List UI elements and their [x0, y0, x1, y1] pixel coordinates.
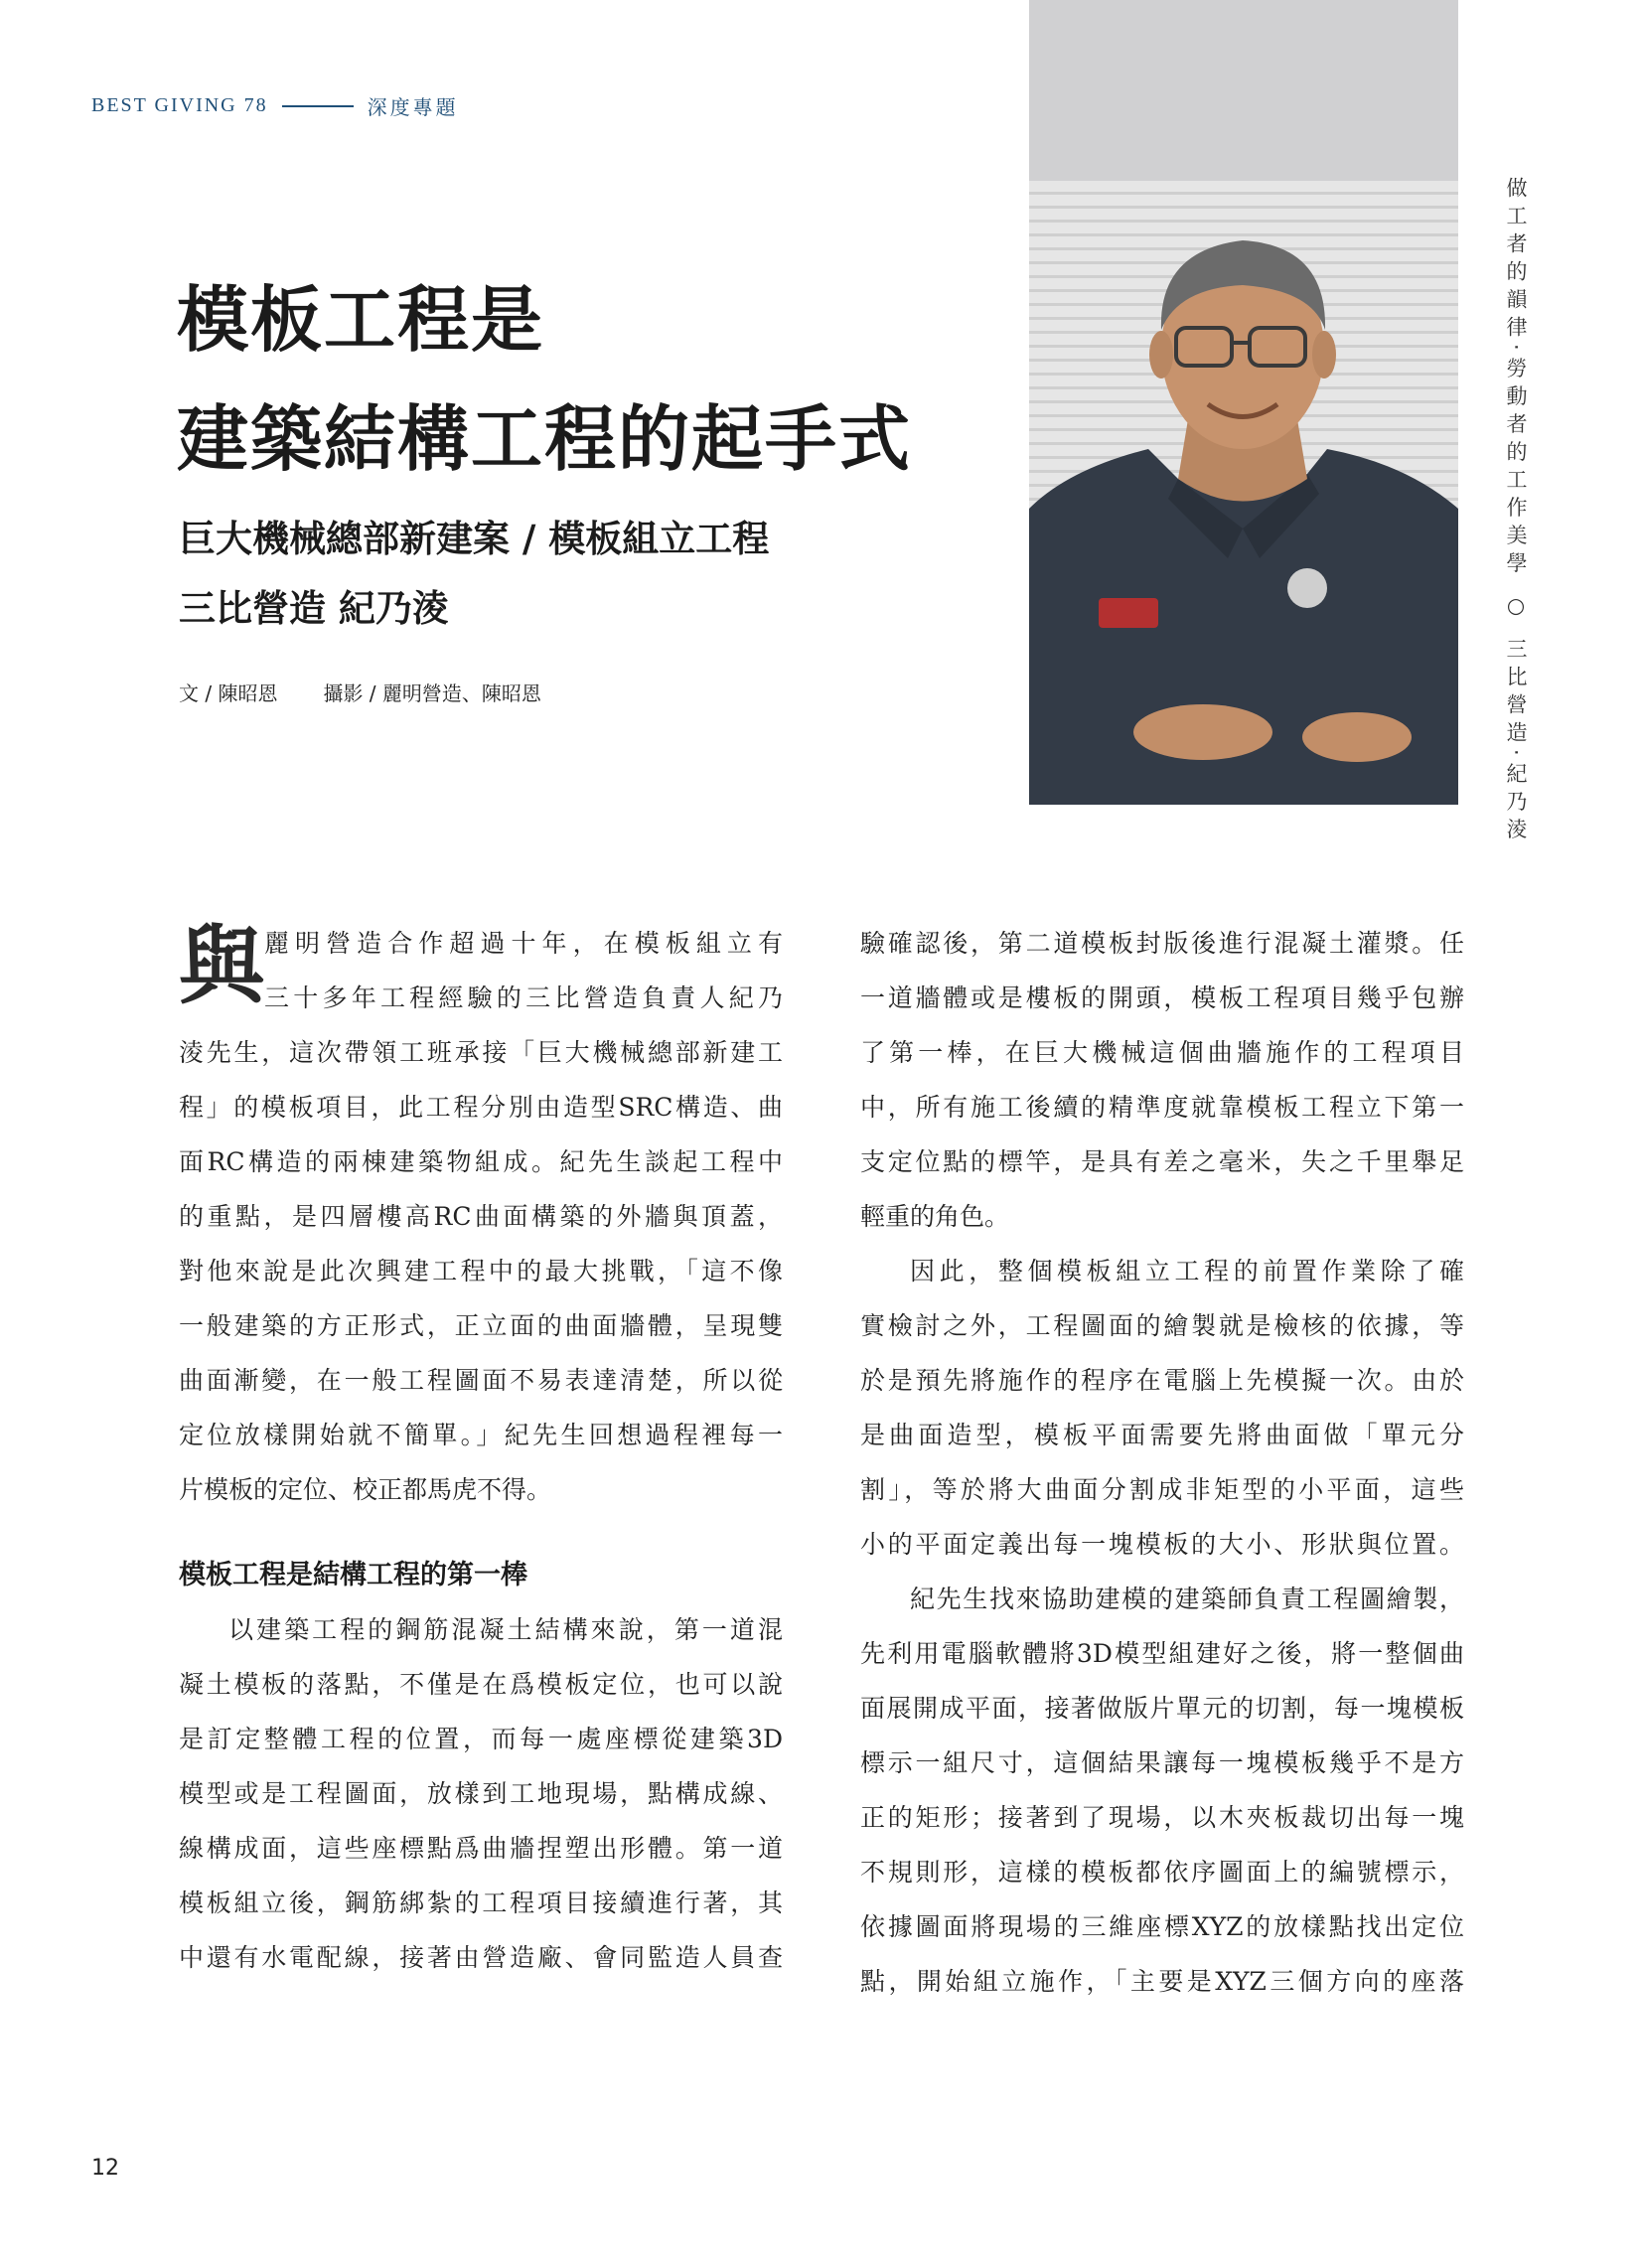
section-heading: 模板工程是結構工程的第一棒: [179, 1560, 527, 1590]
text-line: 的重點，是四層樓高RC曲面構築的外牆與頂蓋，: [179, 1202, 783, 1231]
text-line: 是曲面造型，模板平面需要先將曲面做「單元分: [860, 1421, 1464, 1449]
article-title: [177, 260, 912, 499]
running-header: [91, 91, 459, 120]
text-line: 線構成面，這些座標點爲曲牆捏塑出形體。第一道: [179, 1834, 783, 1863]
gray-color-block: [1029, 0, 1458, 181]
paragraph: [860, 1572, 1464, 2009]
portrait-illustration: [1029, 181, 1458, 805]
text-line: 模型或是工程圖面，放樣到工地現場，點構成線、: [179, 1779, 783, 1808]
text-line: 片模板的定位、校正都馬虎不得。: [179, 1475, 552, 1504]
text-line: 於是預先將施作的程序在電腦上先模擬一次。由於: [860, 1366, 1464, 1395]
article-subtitle: [179, 505, 769, 644]
text-line: 輕重的角色。: [860, 1202, 1010, 1231]
text-line: 點，開始組立施作，「主要是XYZ三個方向的座落: [860, 1967, 1464, 1996]
text-line: 中，所有施工後續的精準度就靠模板工程立下第一: [860, 1093, 1464, 1122]
text-line: 了第一棒，在巨大機械這個曲牆施作的工程項目: [860, 1038, 1464, 1067]
page-number: 12: [91, 2156, 119, 2181]
text-line: 麗明營造合作超過十年，在模板組立有: [264, 929, 783, 958]
text-line: 驗確認後，第二道模板封版後進行混凝土灌漿。任: [860, 929, 1464, 958]
text-line: 是訂定整體工程的位置，而每一處座標從建築3D: [179, 1725, 783, 1753]
text-line: 紀先生找來協助建模的建築師負責工程圖繪製，: [910, 1585, 1464, 1613]
writer-credit: 文 / 陳昭恩: [179, 681, 278, 705]
drop-cap: 與: [179, 916, 264, 1016]
text-line: 標示一組尺寸，這個結果讓每一塊模板幾乎不是方: [860, 1748, 1464, 1777]
text-line: 小的平面定義出每一塊模板的大小、形狀與位置。: [860, 1530, 1464, 1559]
text-line: 定位放樣開始就不簡單。」紀先生回想過程裡每一: [179, 1421, 783, 1449]
text-line: 不規則形，這樣的模板都依序圖面上的編號標示，: [860, 1858, 1464, 1887]
left-column: [179, 916, 783, 1985]
text-line: 面展開成平面，接著做版片單元的切割，每一塊模板: [860, 1694, 1464, 1723]
text-line: 一般建築的方正形式，正立面的曲面牆體，呈現雙: [179, 1311, 783, 1340]
text-line: 三十多年工程經驗的三比營造負責人紀乃: [264, 983, 783, 1012]
intro-paragraph: [179, 916, 783, 1517]
text-line: 程」的模板項目，此工程分別由造型SRC構造、曲: [179, 1093, 783, 1122]
text-line: 曲面漸變，在一般工程圖面不易表達清楚，所以從: [179, 1366, 783, 1395]
magazine-name: BEST GIVING 78: [91, 94, 268, 116]
text-line: 支定位點的標竿，是具有差之毫米，失之千里舉足: [860, 1147, 1464, 1176]
byline: [179, 678, 541, 706]
vertical-tagline: 做工者的韻律‧勞動者的工作美學 ○ 三比營造‧紀乃淩: [1504, 177, 1528, 846]
subtitle-line-2: 三比營造 紀乃淩: [179, 587, 449, 630]
text-line: 模板組立後，鋼筋綁紮的工程項目接續進行著，其: [179, 1889, 783, 1917]
text-line: 對他來說是此次興建工程中的最大挑戰，「這不像: [179, 1257, 783, 1285]
subtitle-line-1: 巨大機械總部新建案 / 模板組立工程: [179, 518, 770, 560]
text-line: 中還有水電配線，接著由營造廠、會同監造人員查: [179, 1943, 783, 1972]
header-rule: [282, 105, 354, 107]
text-line: 凝土模板的落點，不僅是在爲模板定位，也可以說: [179, 1670, 783, 1699]
text-line: 正的矩形；接著到了現場，以木夾板裁切出每一塊: [860, 1803, 1464, 1832]
text-line: 因此，整個模板組立工程的前置作業除了確: [910, 1257, 1464, 1285]
photo-credit: 攝影 / 麗明營造、陳昭恩: [323, 681, 541, 705]
section-name: 深度專題: [367, 97, 459, 119]
text-line: 一道牆體或是樓板的開頭，模板工程項目幾乎包辦: [860, 983, 1464, 1012]
paragraph: [179, 1602, 783, 1985]
text-line: 實檢討之外，工程圖面的繪製就是檢核的依據，等: [860, 1311, 1464, 1340]
text-line: 依據圖面將現場的三維座標XYZ的放樣點找出定位: [860, 1912, 1464, 1941]
title-line-2: 建築結構工程的起手式: [177, 396, 913, 481]
text-line: 割」，等於將大曲面分割成非矩型的小平面，這些: [860, 1475, 1464, 1504]
text-line: 面RC構造的兩棟建築物組成。紀先生談起工程中: [179, 1147, 783, 1176]
right-column: [860, 916, 1464, 2009]
paragraph: [860, 916, 1464, 1244]
title-line-1: 模板工程是: [177, 277, 545, 362]
text-line: 先利用電腦軟體將3D模型組建好之後，將一整個曲: [860, 1639, 1464, 1668]
portrait-photo: [1029, 181, 1458, 805]
text-line: 淩先生，這次帶領工班承接「巨大機械總部新建工: [179, 1038, 783, 1067]
text-line: 以建築工程的鋼筋混凝土結構來說，第一道混: [228, 1615, 783, 1644]
paragraph: [860, 1244, 1464, 1572]
